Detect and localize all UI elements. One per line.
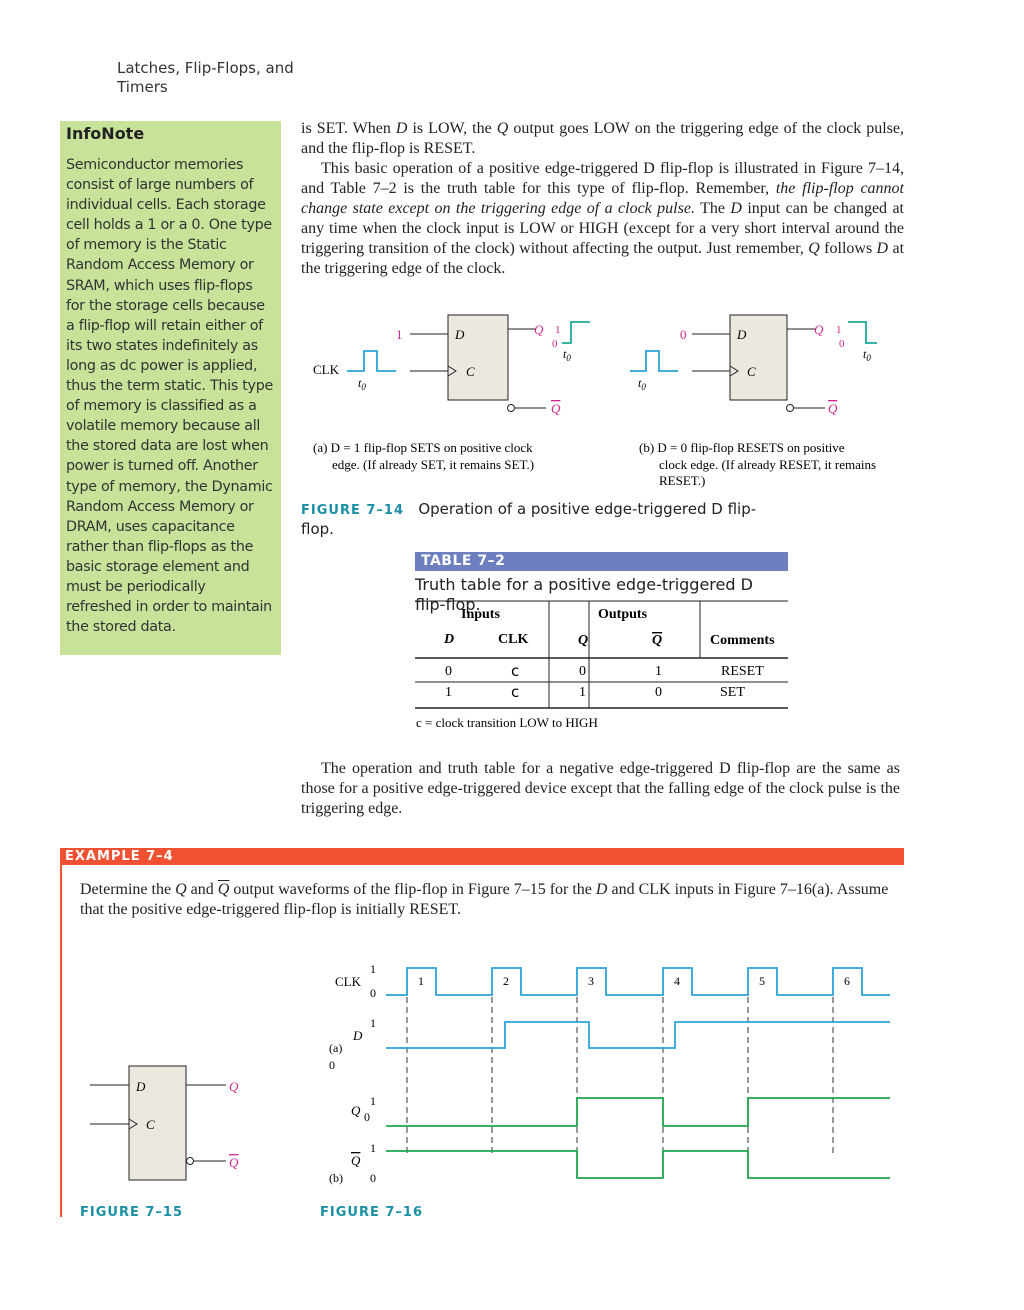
header-qbar: Q <box>652 633 663 648</box>
paragraph-1: is SET. When D is LOW, the Q output goes LOW on the triggering edge of the clock pulse, and the flip-flop is RESET. <box>301 120 905 157</box>
svg-text:1: 1 <box>370 1094 376 1108</box>
qbar-label: Q <box>351 1153 361 1168</box>
svg-text:1: 1 <box>370 1016 376 1030</box>
d-input-value: 0 <box>680 327 687 342</box>
svg-text:C: C <box>747 364 756 379</box>
svg-text:c: c <box>511 662 520 680</box>
svg-text:Q: Q <box>828 401 838 416</box>
running-head: Latches, Flip-Flops, and Timers <box>117 59 294 96</box>
svg-text:1: 1 <box>418 974 424 988</box>
table-7-2-banner: TABLE 7–2 <box>415 552 788 571</box>
header-comments: Comments <box>710 633 775 648</box>
clk-label: CLK <box>335 974 361 989</box>
svg-text:0: 0 <box>370 1171 376 1185</box>
svg-text:0: 0 <box>364 1110 370 1124</box>
figure-7-14-caption <box>301 500 761 538</box>
pin-qbar-label: Q <box>229 1155 239 1170</box>
svg-text:0: 0 <box>579 664 586 679</box>
pin-qbar-label: Q <box>551 401 561 416</box>
header-clk: CLK <box>498 632 529 647</box>
svg-text:RESET: RESET <box>721 664 764 679</box>
body-paragraphs <box>301 119 904 279</box>
figure-7-14-caption-text: Operation of a positive edge-triggered D flip-flop. <box>301 500 757 538</box>
svg-text:SET: SET <box>720 685 745 700</box>
svg-text:6: 6 <box>844 974 850 988</box>
svg-text:5: 5 <box>759 974 765 988</box>
pin-q-label: Q <box>229 1079 239 1094</box>
table-row <box>445 683 745 701</box>
svg-text:4: 4 <box>674 974 680 988</box>
svg-text:t0: $t_0$ <box>863 347 871 363</box>
table-row <box>445 662 764 680</box>
table-7-2 <box>415 600 789 735</box>
svg-text:1: 1 <box>555 324 561 336</box>
svg-text:c: c <box>511 683 520 701</box>
svg-text:0: 0 <box>329 1058 335 1072</box>
example-7-4-banner: EXAMPLE 7–4 <box>60 848 904 865</box>
pin-c-label: C <box>146 1117 155 1132</box>
dashed-guides <box>407 997 833 1155</box>
infonote-box <box>60 121 281 655</box>
svg-text:t0: $t_0$ <box>638 376 646 392</box>
svg-text:0: 0 <box>445 664 452 679</box>
figure-7-15-label: FIGURE 7–15 <box>80 1205 183 1220</box>
infonote-title: InfoNote <box>66 124 145 143</box>
caption-a-line2: edge. (If already SET, it remains SET.) <box>332 457 535 472</box>
q-waveform <box>386 1098 890 1126</box>
figure-7-16-label: FIGURE 7–16 <box>320 1205 423 1220</box>
svg-text:t0: $t_0$ <box>563 347 571 363</box>
figure-7-14a <box>313 315 590 416</box>
svg-text:0: 0 <box>552 338 558 350</box>
caption-a-line1: (a) D = 1 flip-flop SETS on positive clock <box>313 440 533 455</box>
table-footnote: c = clock transition LOW to HIGH <box>416 715 598 730</box>
header-d: D <box>444 632 455 647</box>
svg-text:0: 0 <box>839 338 845 350</box>
example-side-rule <box>60 865 62 1217</box>
qbar-waveform <box>386 1151 890 1178</box>
svg-text:1: 1 <box>370 962 376 976</box>
figure-7-14b <box>630 315 877 416</box>
svg-text:0: 0 <box>655 685 662 700</box>
header-q: Q <box>578 633 589 648</box>
pin-d-label: D <box>455 327 465 342</box>
svg-text:2: 2 <box>503 974 509 988</box>
table-7-2-title: Truth table for a positive edge-triggered D flip-flop. <box>415 575 753 614</box>
figure-7-15-diagram <box>80 1060 260 1190</box>
svg-text:1: 1 <box>445 685 452 700</box>
svg-text:D: D <box>737 327 747 342</box>
caption-b-line2: clock edge. (If already RESET, it remains <box>659 457 877 472</box>
t0-label: $t_0$ <box>358 376 366 392</box>
q-label: Q <box>351 1103 361 1118</box>
infonote-text: Semiconductor memories consist of large numbers of individual cells. Each storage cell holds a 1 or a 0. One type of memory is the Static Random Access Memory or SRAM, which uses flip-flops for the storage cells because a flip-flop will retain either of its two states indefinitely as long as dc power is applied, thus the term static. This type of memory is classified as a volatile memory because all the stored data are lost when power is turned off. Another type of memory, the Dynamic Random Access Memory or DRAM, uses capacitance rather than flip-flops as the basic storage element and must be periodically refreshed in order to maintain the stored data. <box>66 157 273 636</box>
d-label: D <box>353 1028 363 1043</box>
svg-text:3: 3 <box>588 974 594 988</box>
part-a-label: (a) <box>329 1041 343 1055</box>
paragraph-2: This basic operation of a positive edge-triggered D flip-flop is illustrated in Figure 7–14, and Table 7–2 is the truth table for this type of flip-flop. Remember, the flip-flop cannot change state except on the triggering edge of a clock pulse. The D input can be changed at any time when the clock input is LOW or HIGH (except for a very short interval around the triggering transition of the clock) without affecting the output. Just remember, Q follows D at the triggering edge of the clock. <box>301 160 905 277</box>
svg-text:1: 1 <box>579 685 586 700</box>
figure-7-14-diagram <box>300 300 920 500</box>
figure-7-14-label: FIGURE 7–14 <box>301 503 404 518</box>
figure-7-16-timing-diagram <box>320 955 900 1190</box>
pin-d-label: D <box>136 1079 146 1094</box>
caption-b-line1: (b) D = 0 flip-flop RESETS on positive <box>639 440 845 455</box>
pin-c-label: C <box>466 364 475 379</box>
inputs-group-header: Inputs <box>461 607 500 622</box>
svg-text:1: 1 <box>836 324 842 336</box>
paragraph-3: The operation and truth table for a negative edge-triggered D flip-flop are the same as those for a positive edge-triggered device except that the falling edge of the clock pulse is the triggering edge. <box>301 760 900 817</box>
caption-b-line3: RESET.) <box>659 473 706 488</box>
svg-text:1: 1 <box>370 1141 376 1155</box>
svg-text:1: 1 <box>655 664 662 679</box>
clk-pulse-labels <box>418 974 850 988</box>
example-7-4-text: Determine the Q and $\overline{Q}$ output waveforms of the flip-flop in Figure 7–15 for the D and CLK inputs in Figure 7–16(a). Assume that the positive edge-triggered flip-flop is initially RESET. <box>80 881 889 918</box>
pin-q-label: Q <box>534 322 544 337</box>
clk-waveform <box>386 968 890 995</box>
outputs-group-header: Outputs <box>598 607 648 622</box>
d-waveform <box>386 1022 890 1048</box>
clk-label: CLK <box>313 362 339 377</box>
d-input-value: 1 <box>396 327 403 342</box>
svg-text:0: 0 <box>370 986 376 1000</box>
svg-text:Q: Q <box>814 322 824 337</box>
part-b-label: (b) <box>329 1171 343 1185</box>
